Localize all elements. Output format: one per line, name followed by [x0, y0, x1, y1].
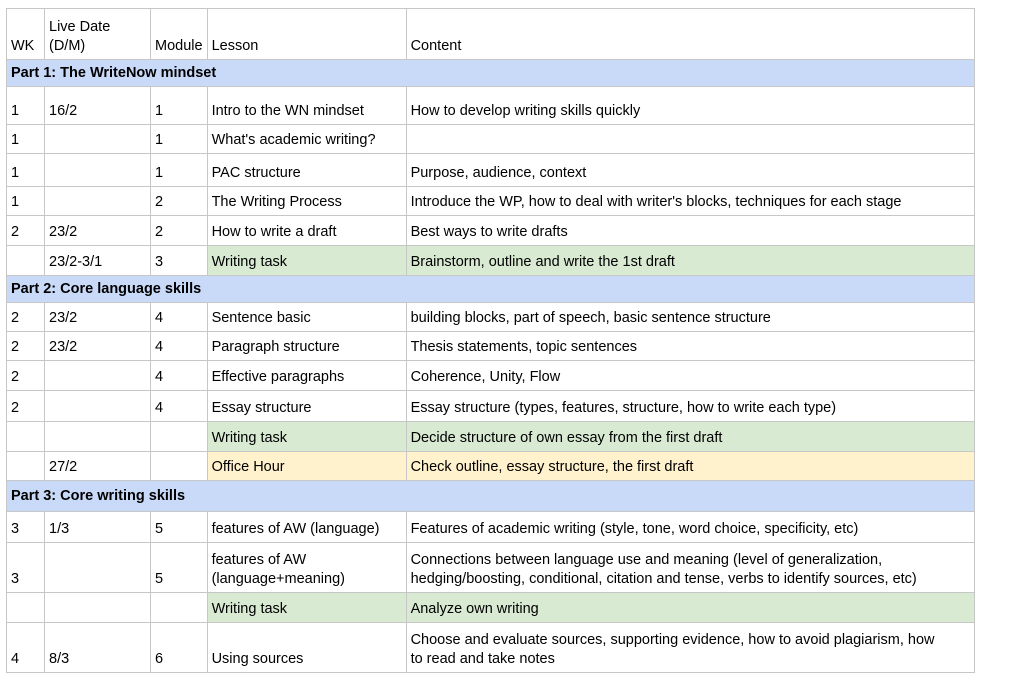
table-row	[7, 452, 975, 481]
header-live-date-line2: (D/M)	[49, 38, 86, 54]
cell-wk[interactable]: 2	[7, 216, 45, 246]
cell-wk[interactable]: 1	[7, 125, 45, 154]
cell-content-line: hedging/boosting, conditional, citation and tense, verbs to identify sources, etc)	[410, 571, 917, 587]
cell-module[interactable]	[151, 593, 208, 623]
cell-content[interactable]	[406, 543, 974, 593]
cell-wk[interactable]: 2	[7, 303, 45, 332]
header-live-date-line1: Live Date	[49, 19, 111, 35]
cell-lesson[interactable]: Writing task	[207, 246, 406, 276]
cell-content[interactable]: building blocks, part of speech, basic sentence structure	[406, 303, 974, 332]
cell-module[interactable]: 4	[151, 332, 208, 361]
cell-live-date[interactable]	[45, 593, 151, 623]
schedule-table	[6, 8, 975, 673]
header-module[interactable]: Module	[151, 9, 208, 60]
cell-content[interactable]	[406, 125, 974, 154]
cell-wk[interactable]: 3	[7, 512, 45, 543]
cell-lesson[interactable]: Using sources	[207, 623, 406, 673]
section-header-row	[7, 481, 975, 512]
cell-wk[interactable]	[7, 422, 45, 452]
table-row	[7, 187, 975, 216]
cell-module[interactable]: 5	[151, 512, 208, 543]
cell-module[interactable]	[151, 422, 208, 452]
header-row	[7, 9, 975, 60]
cell-live-date[interactable]	[45, 125, 151, 154]
cell-live-date[interactable]: 1/3	[45, 512, 151, 543]
cell-live-date[interactable]	[45, 187, 151, 216]
cell-wk[interactable]: 2	[7, 332, 45, 361]
cell-module[interactable]: 1	[151, 125, 208, 154]
cell-lesson[interactable]: Writing task	[207, 422, 406, 452]
table-row	[7, 512, 975, 543]
cell-lesson[interactable]: Effective paragraphs	[207, 361, 406, 391]
cell-module[interactable]: 3	[151, 246, 208, 276]
cell-wk[interactable]	[7, 593, 45, 623]
cell-lesson[interactable]: The Writing Process	[207, 187, 406, 216]
cell-wk[interactable]: 2	[7, 361, 45, 391]
cell-module[interactable]: 1	[151, 154, 208, 187]
table-row	[7, 125, 975, 154]
section-header-row	[7, 60, 975, 87]
cell-content-line: to read and take notes	[410, 651, 555, 667]
cell-module[interactable]: 1	[151, 87, 208, 125]
cell-lesson[interactable]: Office Hour	[207, 452, 406, 481]
cell-content[interactable]	[406, 623, 974, 673]
cell-lesson[interactable]: features of AW (language)	[207, 512, 406, 543]
cell-content[interactable]: Coherence, Unity, Flow	[406, 361, 974, 391]
cell-lesson[interactable]: What's academic writing?	[207, 125, 406, 154]
cell-wk[interactable]: 1	[7, 187, 45, 216]
cell-live-date[interactable]	[45, 543, 151, 593]
header-content[interactable]: Content	[406, 9, 974, 60]
cell-content[interactable]: Check outline, essay structure, the first draft	[406, 452, 974, 481]
table-row	[7, 332, 975, 361]
table-row	[7, 543, 975, 593]
cell-content[interactable]: Decide structure of own essay from the first draft	[406, 422, 974, 452]
cell-lesson[interactable]	[207, 543, 406, 593]
cell-module[interactable]: 2	[151, 216, 208, 246]
cell-live-date[interactable]: 8/3	[45, 623, 151, 673]
cell-live-date[interactable]	[45, 361, 151, 391]
cell-live-date[interactable]: 16/2	[45, 87, 151, 125]
table-row	[7, 391, 975, 422]
cell-lesson[interactable]: Essay structure	[207, 391, 406, 422]
table-row	[7, 216, 975, 246]
table-row	[7, 246, 975, 276]
cell-wk[interactable]: 1	[7, 154, 45, 187]
cell-live-date[interactable]: 23/2	[45, 303, 151, 332]
section-header-row	[7, 276, 975, 303]
cell-wk[interactable]	[7, 452, 45, 481]
cell-live-date[interactable]	[45, 391, 151, 422]
section-title[interactable]: Part 1: The WriteNow mindset	[7, 60, 975, 87]
cell-content-line: Connections between language use and meaning (level of generalization,	[410, 552, 883, 568]
cell-module[interactable]	[151, 452, 208, 481]
cell-content[interactable]: Introduce the WP, how to deal with writer's blocks, techniques for each stage	[406, 187, 974, 216]
header-lesson[interactable]: Lesson	[207, 9, 406, 60]
cell-wk[interactable]: 4	[7, 623, 45, 673]
cell-live-date[interactable]	[45, 154, 151, 187]
cell-lesson[interactable]: PAC structure	[207, 154, 406, 187]
cell-lesson[interactable]: Sentence basic	[207, 303, 406, 332]
cell-wk[interactable]: 2	[7, 391, 45, 422]
table-row	[7, 623, 975, 673]
cell-lesson[interactable]: Intro to the WN mindset	[207, 87, 406, 125]
cell-content[interactable]: Best ways to write drafts	[406, 216, 974, 246]
cell-lesson-line: features of AW	[211, 552, 307, 568]
cell-module[interactable]: 4	[151, 391, 208, 422]
cell-module[interactable]: 4	[151, 303, 208, 332]
cell-module[interactable]: 5	[151, 543, 208, 593]
cell-lesson[interactable]: How to write a draft	[207, 216, 406, 246]
cell-wk[interactable]: 3	[7, 543, 45, 593]
cell-content[interactable]: Essay structure (types, features, structure, how to write each type)	[406, 391, 974, 422]
cell-content[interactable]: Features of academic writing (style, tone, word choice, specificity, etc)	[406, 512, 974, 543]
cell-module[interactable]: 6	[151, 623, 208, 673]
table-row	[7, 593, 975, 623]
table-row	[7, 422, 975, 452]
section-title[interactable]: Part 2: Core language skills	[7, 276, 975, 303]
cell-live-date[interactable]: 23/2	[45, 332, 151, 361]
cell-live-date[interactable]	[45, 422, 151, 452]
section-title[interactable]: Part 3: Core writing skills	[7, 481, 975, 512]
header-wk[interactable]: WK	[7, 9, 45, 60]
cell-live-date[interactable]: 27/2	[45, 452, 151, 481]
cell-content[interactable]: Analyze own writing	[406, 593, 974, 623]
cell-lesson[interactable]: Paragraph structure	[207, 332, 406, 361]
cell-wk[interactable]	[7, 246, 45, 276]
cell-content-line: Choose and evaluate sources, supporting evidence, how to avoid plagiarism, how	[410, 632, 935, 648]
cell-module[interactable]: 4	[151, 361, 208, 391]
cell-lesson[interactable]: Writing task	[207, 593, 406, 623]
cell-lesson-line: (language+meaning)	[211, 571, 345, 587]
header-live-date[interactable]	[45, 9, 151, 60]
cell-wk[interactable]: 1	[7, 87, 45, 125]
table-row	[7, 361, 975, 391]
cell-module[interactable]: 2	[151, 187, 208, 216]
cell-live-date[interactable]: 23/2-3/1	[45, 246, 151, 276]
table-row	[7, 87, 975, 125]
cell-content[interactable]: Thesis statements, topic sentences	[406, 332, 974, 361]
cell-content[interactable]: Brainstorm, outline and write the 1st draft	[406, 246, 974, 276]
table-row	[7, 154, 975, 187]
cell-content[interactable]: How to develop writing skills quickly	[406, 87, 974, 125]
cell-content[interactable]: Purpose, audience, context	[406, 154, 974, 187]
table-row	[7, 303, 975, 332]
cell-live-date[interactable]: 23/2	[45, 216, 151, 246]
